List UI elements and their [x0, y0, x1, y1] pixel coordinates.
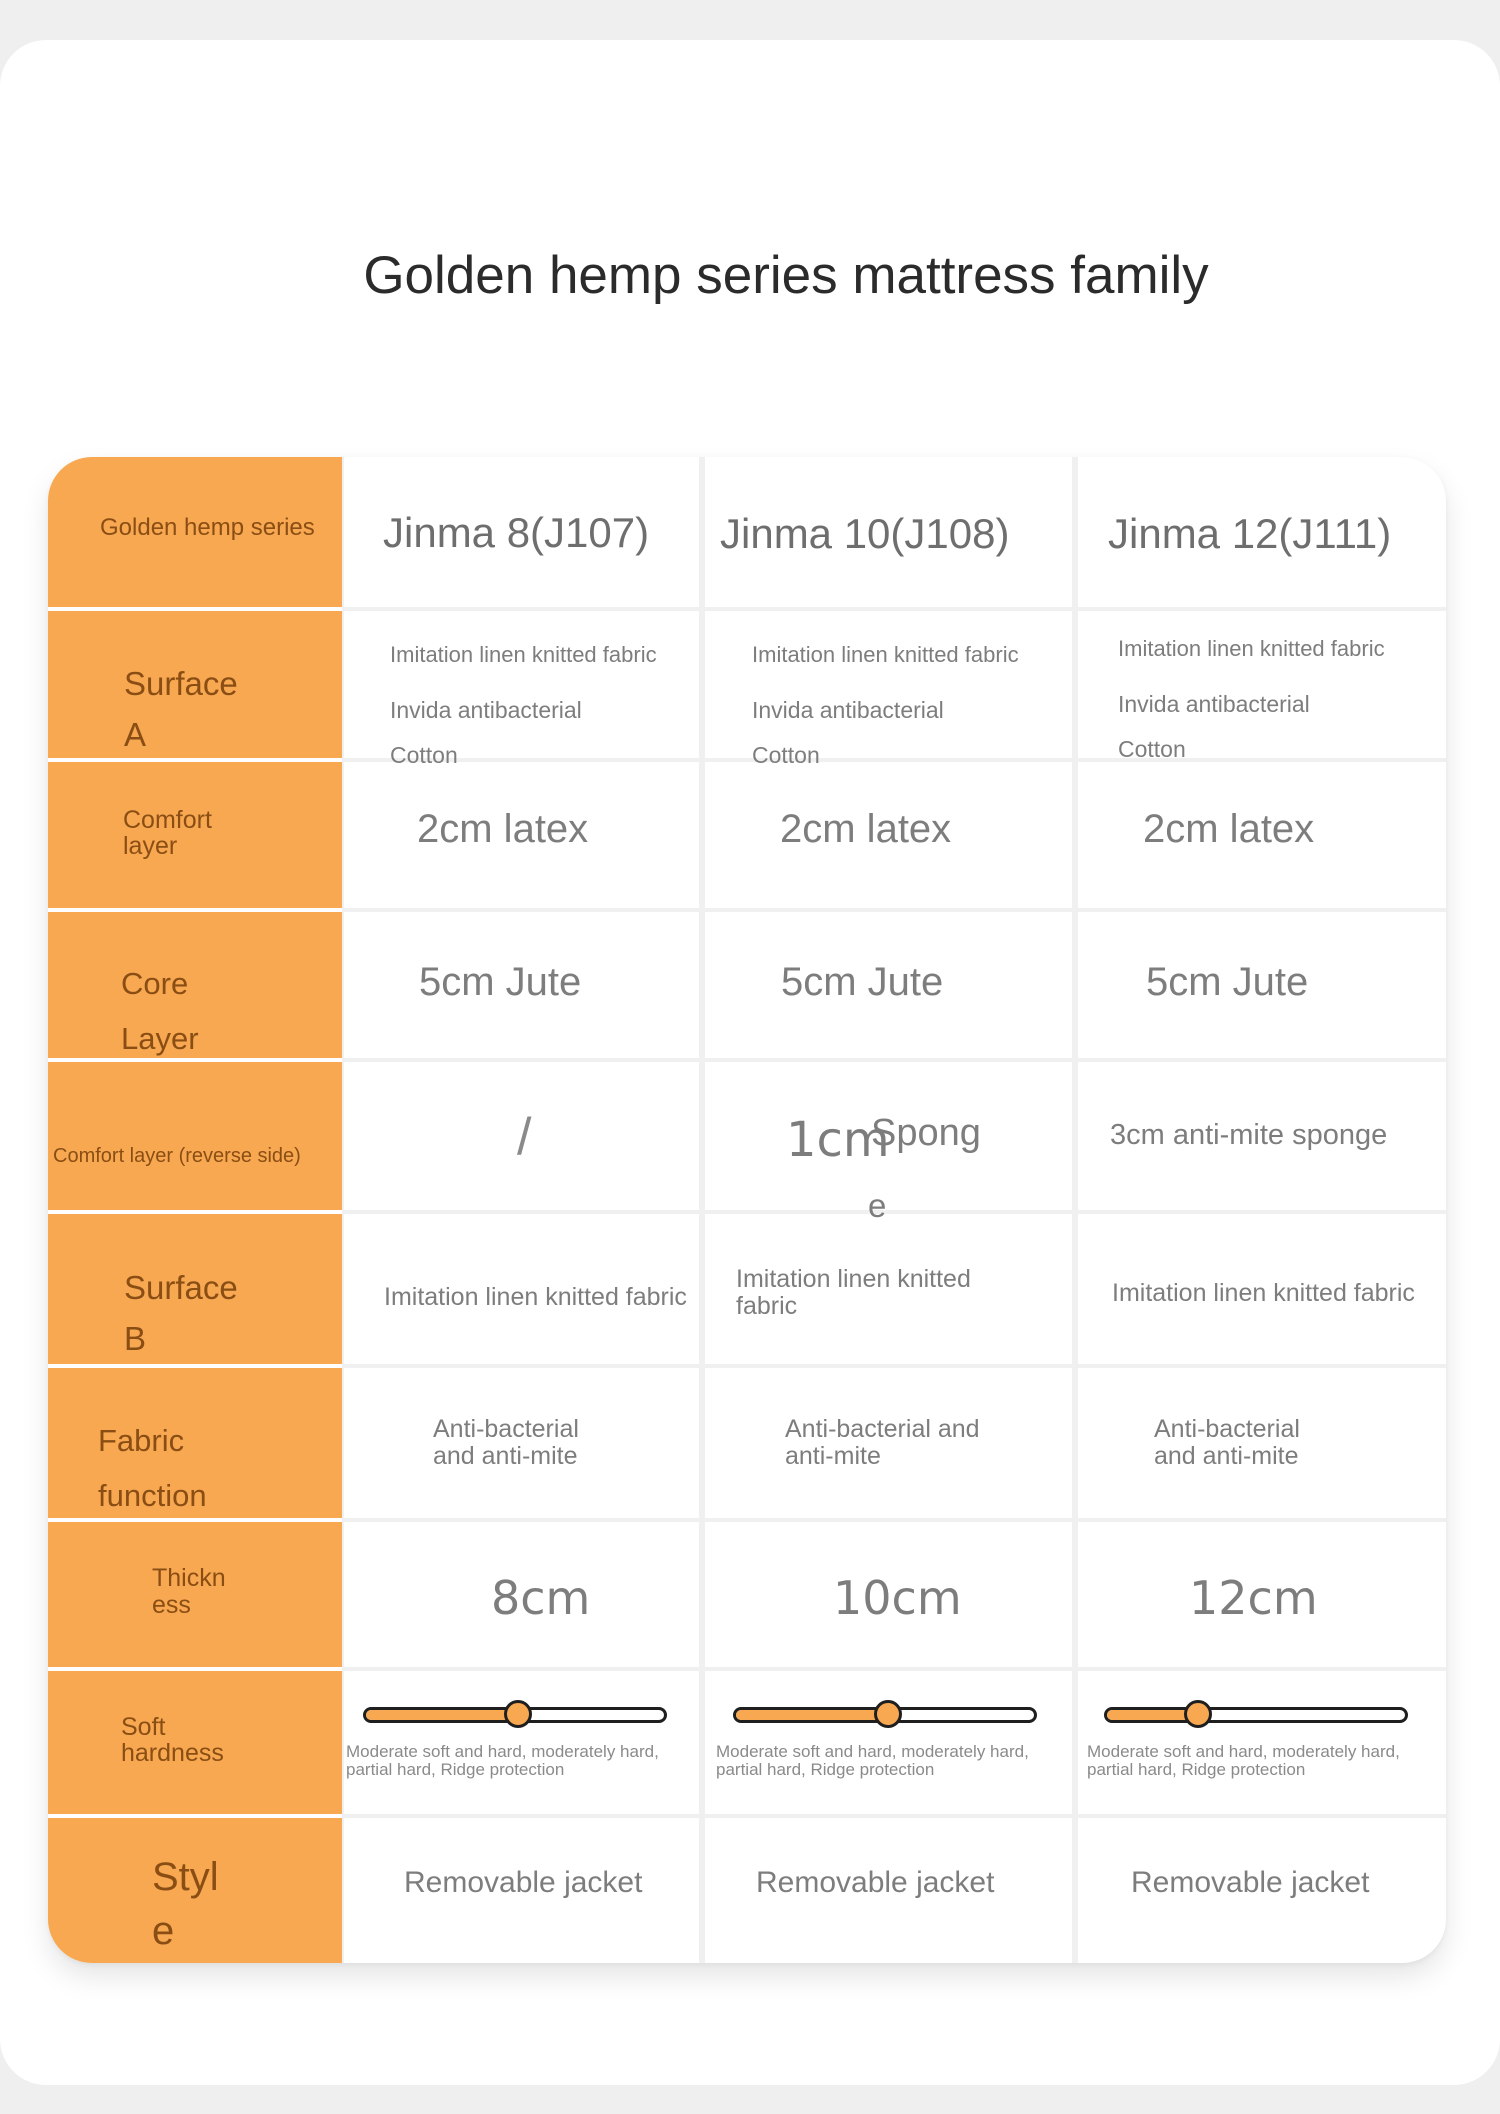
thickness-value: 8cm: [491, 1571, 591, 1625]
row-label-fabric-function-line2: function: [98, 1478, 207, 1513]
product-name: Jinma 10(J108): [720, 510, 1010, 557]
surface-a-material: Cotton: [1118, 736, 1186, 762]
row-divider: [48, 1667, 342, 1671]
page-title: Golden hemp series mattress family: [363, 246, 1209, 305]
fabric-function-value: Anti-bacterial and: [785, 1415, 980, 1443]
surface-a-material: Cotton: [390, 742, 458, 768]
comfort-layer-value: 2cm latex: [417, 807, 589, 851]
row-label-core-layer-line2: Layer: [121, 1021, 199, 1056]
surface-a-material: Invida antibacterial: [1118, 691, 1310, 717]
comparison-table: [48, 457, 1446, 1963]
row-label-surface-b-line2: B: [124, 1320, 147, 1357]
surface-b-material: Imitation linen knitted fabric: [1112, 1279, 1415, 1307]
surface-a-material: Imitation linen knitted fabric: [390, 642, 657, 667]
product-name: Jinma 8(J107): [383, 509, 650, 556]
surface-a-material: Invida antibacterial: [390, 697, 582, 723]
surface-a-material: Invida antibacterial: [752, 697, 944, 723]
comfort-reverse-value: e: [868, 1187, 887, 1224]
fabric-function-value: and anti-mite: [433, 1442, 578, 1470]
row-label-surface-a: Surface: [124, 665, 238, 702]
row-label-fabric-function: Fabric: [98, 1423, 185, 1458]
row-divider: [48, 607, 342, 611]
thickness-value: 12cm: [1189, 1571, 1318, 1625]
comfort-reverse-value: Spong: [871, 1112, 981, 1154]
row-divider: [48, 1814, 342, 1818]
row-divider: [48, 908, 342, 912]
row-label-core-layer: Core: [121, 966, 189, 1001]
fabric-function-value: Anti-bacterial: [1154, 1415, 1300, 1443]
hardness-description: Moderate soft and hard, moderately hard, partial hard, Ridge protection: [716, 1742, 1029, 1779]
row-label-style-line2: e: [152, 1909, 175, 1953]
surface-b-material: fabric: [736, 1292, 798, 1320]
surface-a-material: Cotton: [752, 742, 820, 768]
hardness-description: Moderate soft and hard, moderately hard, partial hard, Ridge protection: [1087, 1742, 1400, 1779]
row-divider: [48, 1058, 342, 1062]
core-layer-value: 5cm Jute: [419, 960, 582, 1004]
surface-a-material: Imitation linen knitted fabric: [1118, 636, 1385, 661]
hardness-track: [1104, 1707, 1408, 1723]
surface-a-cell: [705, 611, 1072, 758]
hardness-fill: [736, 1710, 888, 1720]
row-divider: [48, 758, 342, 762]
row-label-soft-hardness: Soft: [121, 1713, 166, 1741]
style-value: Removable jacket: [1131, 1866, 1370, 1899]
row-label-thickness-line2: ess: [152, 1591, 191, 1619]
row-label-comfort-layer: Comfort: [123, 806, 212, 834]
hardness-fill: [366, 1710, 518, 1720]
surface-a-material: Imitation linen knitted fabric: [752, 642, 1019, 667]
fabric-function-value: Anti-bacterial: [433, 1415, 579, 1443]
comfort-layer-value: 2cm latex: [780, 807, 952, 851]
core-layer-value: 5cm Jute: [781, 960, 944, 1004]
row-divider: [48, 1518, 342, 1522]
product-name: Jinma 12(J111): [1108, 510, 1392, 557]
row-label-comfort-layer-line2: layer: [123, 832, 178, 860]
row-label-surface-b: Surface: [124, 1269, 238, 1306]
hardness-knob: [874, 1700, 902, 1728]
row-divider: [48, 1210, 342, 1214]
comfort-reverse-value: /: [517, 1108, 532, 1166]
core-layer-value: 5cm Jute: [1146, 960, 1309, 1004]
row-label-thickness: Thickn: [152, 1564, 226, 1592]
fabric-function-value: anti-mite: [785, 1442, 881, 1470]
row-label-soft-hardness-line2: hardness: [121, 1739, 224, 1767]
hardness-description: Moderate soft and hard, moderately hard, partial hard, Ridge protection: [346, 1742, 659, 1779]
hardness-knob: [504, 1700, 532, 1728]
row-label-style: Styl: [152, 1855, 219, 1899]
row-label-surface-a-line2: A: [124, 716, 147, 753]
style-value: Removable jacket: [404, 1866, 643, 1899]
comfort-layer-value: 2cm latex: [1143, 807, 1315, 851]
comfort-reverse-value: 1cm: [786, 1112, 890, 1168]
comfort-reverse-value: 3cm anti-mite sponge: [1110, 1119, 1388, 1151]
fabric-function-value: and anti-mite: [1154, 1442, 1299, 1470]
header-series-label: Golden hemp series: [100, 514, 315, 541]
row-divider: [48, 1364, 342, 1368]
surface-a-cell: [344, 611, 699, 758]
style-value: Removable jacket: [756, 1866, 995, 1899]
row-label-comfort-reverse: Comfort layer (reverse side): [53, 1145, 301, 1167]
surface-b-material: Imitation linen knitted: [736, 1265, 971, 1293]
surface-b-material: Imitation linen knitted fabric: [384, 1283, 687, 1311]
thickness-value: 10cm: [833, 1571, 962, 1625]
